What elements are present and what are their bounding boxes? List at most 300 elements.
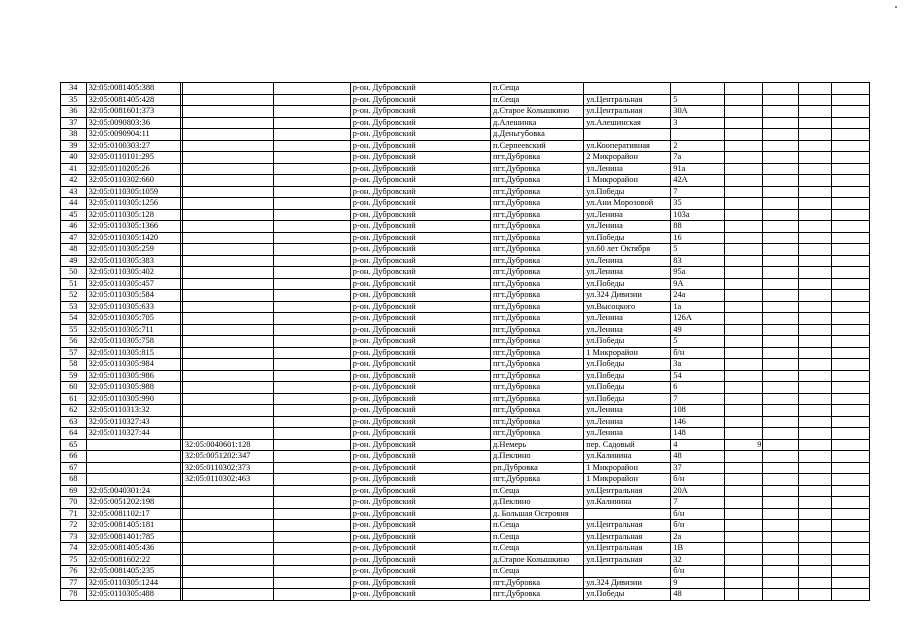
table-row — [61, 531, 870, 543]
empty-cell — [832, 554, 870, 566]
cadastral-number-cell: 32:05:0110305:984 — [86, 359, 180, 371]
empty-cell — [832, 83, 870, 95]
cadastral-number-alt-cell — [182, 520, 273, 532]
cadastral-number-alt-cell — [182, 301, 273, 313]
street-cell: ул.Ленина — [584, 416, 671, 428]
house-cell: 88 — [671, 221, 724, 233]
cadastral-number-alt-cell — [182, 94, 273, 106]
district-cell: р-он. Дубровский — [350, 278, 490, 290]
cadastral-number-alt-cell — [182, 255, 273, 267]
empty-cell — [273, 554, 350, 566]
settlement-cell: пгт.Дубровка — [491, 405, 584, 417]
empty-cell — [763, 152, 799, 164]
empty-cell — [799, 140, 832, 152]
row-number-cell: 38 — [61, 129, 87, 141]
row-number-cell: 67 — [61, 462, 87, 474]
cadastral-number-cell: 32:05:0110305:988 — [86, 382, 180, 394]
empty-cell — [273, 163, 350, 175]
table-row — [61, 359, 870, 371]
settlement-cell: пгт.Дубровка — [491, 221, 584, 233]
empty-cell — [799, 543, 832, 555]
table-row — [61, 577, 870, 589]
settlement-cell: пгт.Дубровка — [491, 336, 584, 348]
empty-cell — [273, 497, 350, 509]
house-cell: б/н — [671, 566, 724, 578]
extra-value-cell — [724, 336, 763, 348]
extra-value-cell — [724, 577, 763, 589]
cadastral-number-cell: 32:05:0110305:633 — [86, 301, 180, 313]
street-cell: 1 Микрорайон — [584, 347, 671, 359]
extra-value-cell — [724, 474, 763, 486]
district-cell: р-он. Дубровский — [350, 255, 490, 267]
row-number-cell: 73 — [61, 531, 87, 543]
street-cell: ул.Победы — [584, 370, 671, 382]
empty-cell — [763, 313, 799, 325]
row-number-cell: 62 — [61, 405, 87, 417]
extra-value-cell — [724, 221, 763, 233]
district-cell: р-он. Дубровский — [350, 439, 490, 451]
empty-cell — [832, 140, 870, 152]
cadastral-number-alt-cell — [182, 313, 273, 325]
empty-cell — [273, 531, 350, 543]
street-cell: ул.Победы — [584, 336, 671, 348]
row-number-cell: 74 — [61, 543, 87, 555]
empty-cell — [832, 244, 870, 256]
empty-cell — [763, 554, 799, 566]
empty-cell — [273, 566, 350, 578]
extra-value-cell — [724, 347, 763, 359]
settlement-cell: пгт.Дубровка — [491, 152, 584, 164]
row-number-cell: 46 — [61, 221, 87, 233]
district-cell: р-он. Дубровский — [350, 106, 490, 118]
cadastral-number-cell: 32:05:0081602:22 — [86, 554, 180, 566]
settlement-cell: пгт.Дубровка — [491, 370, 584, 382]
house-cell: 7а — [671, 152, 724, 164]
district-cell: р-он. Дубровский — [350, 451, 490, 463]
extra-value-cell — [724, 508, 763, 520]
empty-cell — [763, 221, 799, 233]
table-row — [61, 175, 870, 187]
cadastral-number-cell: 32:05:0110327:44 — [86, 428, 180, 440]
empty-cell — [763, 382, 799, 394]
table-row — [61, 589, 870, 601]
settlement-cell: пгт.Дубровка — [491, 267, 584, 279]
district-cell: р-он. Дубровский — [350, 301, 490, 313]
street-cell — [584, 83, 671, 95]
empty-cell — [799, 129, 832, 141]
empty-cell — [273, 267, 350, 279]
settlement-cell: п.Сеща — [491, 566, 584, 578]
empty-cell — [832, 301, 870, 313]
empty-cell — [273, 451, 350, 463]
table-row — [61, 508, 870, 520]
street-cell: ул.Победы — [584, 186, 671, 198]
district-cell: р-он. Дубровский — [350, 497, 490, 509]
empty-cell — [799, 589, 832, 601]
house-cell: 48 — [671, 451, 724, 463]
empty-cell — [273, 129, 350, 141]
house-cell — [671, 129, 724, 141]
settlement-cell: пгт.Дубровка — [491, 313, 584, 325]
house-cell: 2а — [671, 531, 724, 543]
street-cell: ул.Высоцкого — [584, 301, 671, 313]
empty-cell — [273, 474, 350, 486]
empty-cell — [763, 589, 799, 601]
house-cell: 42А — [671, 175, 724, 187]
empty-cell — [832, 278, 870, 290]
cadastral-number-alt-cell — [182, 117, 273, 129]
extra-value-cell — [724, 313, 763, 325]
settlement-cell: пгт.Дубровка — [491, 428, 584, 440]
empty-cell — [799, 106, 832, 118]
extra-value-cell — [724, 359, 763, 371]
district-cell: р-он. Дубровский — [350, 485, 490, 497]
empty-cell — [799, 451, 832, 463]
street-cell: ул.Кооперативная — [584, 140, 671, 152]
extra-value-cell — [724, 416, 763, 428]
street-cell: пер. Садовый — [584, 439, 671, 451]
settlement-cell: пгт.Дубровка — [491, 255, 584, 267]
cadastral-number-cell: 32:05:0110305:1256 — [86, 198, 180, 210]
cadastral-number-alt-cell — [182, 508, 273, 520]
empty-cell — [273, 152, 350, 164]
house-cell: 103а — [671, 209, 724, 221]
empty-cell — [832, 117, 870, 129]
street-cell: ул.Центральная — [584, 485, 671, 497]
cadastral-number-cell: 32:05:0051202:198 — [86, 497, 180, 509]
cadastral-number-cell: 32:05:0110305:705 — [86, 313, 180, 325]
empty-cell — [273, 198, 350, 210]
cadastral-number-cell: 32:05:0081405:388 — [86, 83, 180, 95]
district-cell: р-он. Дубровский — [350, 83, 490, 95]
settlement-cell: пгт.Дубровка — [491, 359, 584, 371]
empty-cell — [832, 497, 870, 509]
settlement-cell: п.Сеща — [491, 94, 584, 106]
cadastral-number-alt-cell — [182, 152, 273, 164]
cadastral-number-cell: 32:05:0110313:32 — [86, 405, 180, 417]
table-row — [61, 451, 870, 463]
cadastral-number-cell — [86, 462, 180, 474]
empty-cell — [799, 485, 832, 497]
cadastral-number-cell: 32:05:0081102:17 — [86, 508, 180, 520]
empty-cell — [799, 497, 832, 509]
empty-cell — [799, 382, 832, 394]
empty-cell — [763, 267, 799, 279]
house-cell: б/н — [671, 520, 724, 532]
empty-cell — [832, 405, 870, 417]
row-number-cell: 60 — [61, 382, 87, 394]
cadastral-number-cell: 32:05:0090803:36 — [86, 117, 180, 129]
settlement-cell: п.Сеща — [491, 83, 584, 95]
empty-cell — [799, 531, 832, 543]
cadastral-number-alt-cell — [182, 428, 273, 440]
settlement-cell: пгт.Дубровка — [491, 186, 584, 198]
empty-cell — [799, 186, 832, 198]
cadastral-number-alt-cell — [182, 290, 273, 302]
row-number-cell: 58 — [61, 359, 87, 371]
house-cell: 20А — [671, 485, 724, 497]
house-cell: 49 — [671, 324, 724, 336]
cadastral-number-cell: 32:05:0110327:43 — [86, 416, 180, 428]
cadastral-number-alt-cell — [182, 198, 273, 210]
empty-cell — [832, 336, 870, 348]
table-row — [61, 324, 870, 336]
table-row — [61, 117, 870, 129]
district-cell: р-он. Дубровский — [350, 186, 490, 198]
cadastral-number-alt-cell — [182, 485, 273, 497]
cadastral-number-alt-cell — [182, 244, 273, 256]
cadastral-number-cell: 32:05:0110305:711 — [86, 324, 180, 336]
extra-value-cell — [724, 232, 763, 244]
street-cell: ул.Центральная — [584, 520, 671, 532]
table-row — [61, 83, 870, 95]
settlement-cell: п.Серпеевский — [491, 140, 584, 152]
district-cell: р-он. Дубровский — [350, 94, 490, 106]
empty-cell — [832, 359, 870, 371]
row-number-cell: 63 — [61, 416, 87, 428]
house-cell: 24а — [671, 290, 724, 302]
empty-cell — [763, 324, 799, 336]
house-cell: 7 — [671, 497, 724, 509]
house-cell: 1а — [671, 301, 724, 313]
table-row — [61, 209, 870, 221]
table-row — [61, 370, 870, 382]
district-cell: р-он. Дубровский — [350, 221, 490, 233]
cadastral-number-cell: 32:05:0040301:24 — [86, 485, 180, 497]
house-cell: 126А — [671, 313, 724, 325]
district-cell: р-он. Дубровский — [350, 393, 490, 405]
row-number-cell: 52 — [61, 290, 87, 302]
empty-cell — [273, 393, 350, 405]
cadastral-number-cell: 32:05:0110305:1059 — [86, 186, 180, 198]
house-cell: 1В — [671, 543, 724, 555]
empty-cell — [273, 359, 350, 371]
extra-value-cell — [724, 175, 763, 187]
table-row — [61, 336, 870, 348]
district-cell: р-он. Дубровский — [350, 209, 490, 221]
house-cell: 7 — [671, 186, 724, 198]
row-number-cell: 37 — [61, 117, 87, 129]
house-cell: 54 — [671, 370, 724, 382]
empty-cell — [273, 244, 350, 256]
empty-cell — [763, 405, 799, 417]
extra-value-cell — [724, 370, 763, 382]
extra-value-cell — [724, 278, 763, 290]
cadastral-number-cell: 32:05:0110305:457 — [86, 278, 180, 290]
house-cell: б/н — [671, 474, 724, 486]
extra-value-cell — [724, 163, 763, 175]
cadastral-number-cell — [86, 474, 180, 486]
empty-cell — [832, 382, 870, 394]
settlement-cell: пгт.Дубровка — [491, 382, 584, 394]
empty-cell — [763, 566, 799, 578]
cadastral-number-alt-cell — [182, 370, 273, 382]
table-row — [61, 543, 870, 555]
empty-cell — [799, 416, 832, 428]
house-cell: 148 — [671, 428, 724, 440]
settlement-cell: пгт.Дубровка — [491, 198, 584, 210]
empty-cell — [763, 255, 799, 267]
cadastral-number-alt-cell — [182, 497, 273, 509]
extra-value-cell — [724, 152, 763, 164]
house-cell: 146 — [671, 416, 724, 428]
table-row — [61, 186, 870, 198]
district-cell: р-он. Дубровский — [350, 129, 490, 141]
empty-cell — [273, 94, 350, 106]
empty-cell — [763, 244, 799, 256]
cadastral-number-alt-cell: 32:05:0040601:128 — [182, 439, 273, 451]
street-cell: ул.Ленина — [584, 255, 671, 267]
cadastral-number-alt-cell — [182, 186, 273, 198]
empty-cell — [273, 313, 350, 325]
settlement-cell: д.Пеклино — [491, 497, 584, 509]
district-cell: р-он. Дубровский — [350, 163, 490, 175]
street-cell: ул.324 Дивизии — [584, 577, 671, 589]
cadastral-number-cell — [86, 439, 180, 451]
street-cell: ул.Победы — [584, 278, 671, 290]
street-cell: 2 Микрорайон — [584, 152, 671, 164]
house-cell: 37 — [671, 462, 724, 474]
extra-value-cell — [724, 520, 763, 532]
table-row — [61, 301, 870, 313]
empty-cell — [763, 439, 799, 451]
table-row — [61, 313, 870, 325]
empty-cell — [273, 462, 350, 474]
street-cell: ул.324 Дивизии — [584, 290, 671, 302]
empty-cell — [832, 508, 870, 520]
cadastral-number-alt-cell — [182, 209, 273, 221]
street-cell: ул.Победы — [584, 232, 671, 244]
cadastral-number-cell: 32:05:0110302:660 — [86, 175, 180, 187]
extra-value-cell — [724, 393, 763, 405]
empty-cell — [832, 290, 870, 302]
cadastral-number-cell: 32:05:0110305:758 — [86, 336, 180, 348]
row-number-cell: 48 — [61, 244, 87, 256]
house-cell: 35 — [671, 198, 724, 210]
house-cell: 108 — [671, 405, 724, 417]
settlement-cell: п.Сеща — [491, 520, 584, 532]
cadastral-number-cell: 32:05:0110305:488 — [86, 589, 180, 601]
street-cell: ул.Центральная — [584, 106, 671, 118]
empty-cell — [832, 163, 870, 175]
cadastral-number-cell: 32:05:0110305:815 — [86, 347, 180, 359]
empty-cell — [832, 152, 870, 164]
empty-cell — [273, 382, 350, 394]
register-body — [61, 83, 870, 601]
cadastral-number-cell: 32:05:0081405:235 — [86, 566, 180, 578]
row-number-cell: 72 — [61, 520, 87, 532]
table-row — [61, 428, 870, 440]
street-cell: ул.Победы — [584, 359, 671, 371]
cadastral-number-cell: 32:05:0110305:402 — [86, 267, 180, 279]
empty-cell — [832, 209, 870, 221]
empty-cell — [273, 589, 350, 601]
empty-cell — [799, 313, 832, 325]
cadastral-number-cell — [86, 451, 180, 463]
street-cell: 1 Микрорайон — [584, 175, 671, 187]
cadastral-number-cell: 32:05:0110305:584 — [86, 290, 180, 302]
row-number-cell: 47 — [61, 232, 87, 244]
district-cell: р-он. Дубровский — [350, 531, 490, 543]
cadastral-number-alt-cell — [182, 232, 273, 244]
settlement-cell: д.Деньгубовка — [491, 129, 584, 141]
row-number-cell: 34 — [61, 83, 87, 95]
extra-value-cell — [724, 94, 763, 106]
settlement-cell: п.Сеща — [491, 531, 584, 543]
street-cell: ул.Победы — [584, 393, 671, 405]
street-cell — [584, 566, 671, 578]
table-row — [61, 278, 870, 290]
empty-cell — [763, 416, 799, 428]
house-cell: 3а — [671, 359, 724, 371]
settlement-cell: пгт.Дубровка — [491, 589, 584, 601]
cadastral-number-cell: 32:05:0110205:26 — [86, 163, 180, 175]
cadastral-number-cell: 32:05:0100303:27 — [86, 140, 180, 152]
extra-value-cell — [724, 117, 763, 129]
cadastral-number-cell: 32:05:0081405:436 — [86, 543, 180, 555]
cadastral-number-alt-cell — [182, 221, 273, 233]
empty-cell — [799, 359, 832, 371]
extra-value-cell — [724, 209, 763, 221]
house-cell: 91а — [671, 163, 724, 175]
district-cell: р-он. Дубровский — [350, 347, 490, 359]
empty-cell — [763, 451, 799, 463]
extra-value-cell — [724, 244, 763, 256]
empty-cell — [799, 198, 832, 210]
empty-cell — [763, 129, 799, 141]
empty-cell — [799, 508, 832, 520]
empty-cell — [799, 520, 832, 532]
cadastral-number-cell: 32:05:0081405:181 — [86, 520, 180, 532]
cadastral-number-alt-cell — [182, 531, 273, 543]
empty-cell — [799, 462, 832, 474]
empty-cell — [832, 416, 870, 428]
cadastral-number-alt-cell — [182, 405, 273, 417]
street-cell: 1 Микрорайон — [584, 462, 671, 474]
empty-cell — [273, 232, 350, 244]
table-row — [61, 347, 870, 359]
extra-value-cell — [724, 140, 763, 152]
row-number-cell: 42 — [61, 175, 87, 187]
empty-cell — [799, 474, 832, 486]
extra-value-cell — [724, 497, 763, 509]
district-cell: р-он. Дубровский — [350, 140, 490, 152]
empty-cell — [273, 324, 350, 336]
settlement-cell: п.Сеща — [491, 485, 584, 497]
street-cell: ул.Победы — [584, 382, 671, 394]
empty-cell — [799, 554, 832, 566]
cadastral-number-alt-cell — [182, 278, 273, 290]
district-cell: р-он. Дубровский — [350, 462, 490, 474]
cadastral-number-alt-cell — [182, 589, 273, 601]
empty-cell — [763, 301, 799, 313]
district-cell: р-он. Дубровский — [350, 175, 490, 187]
settlement-cell: пгт.Дубровка — [491, 209, 584, 221]
empty-cell — [832, 485, 870, 497]
settlement-cell: д. Большая Островня — [491, 508, 584, 520]
cadastral-number-alt-cell — [182, 416, 273, 428]
house-cell: 5 — [671, 94, 724, 106]
table-row — [61, 474, 870, 486]
house-cell: 83 — [671, 255, 724, 267]
cadastral-number-alt-cell — [182, 324, 273, 336]
empty-cell — [832, 267, 870, 279]
empty-cell — [799, 267, 832, 279]
empty-cell — [273, 278, 350, 290]
empty-cell — [832, 520, 870, 532]
empty-cell — [273, 520, 350, 532]
empty-cell — [832, 589, 870, 601]
